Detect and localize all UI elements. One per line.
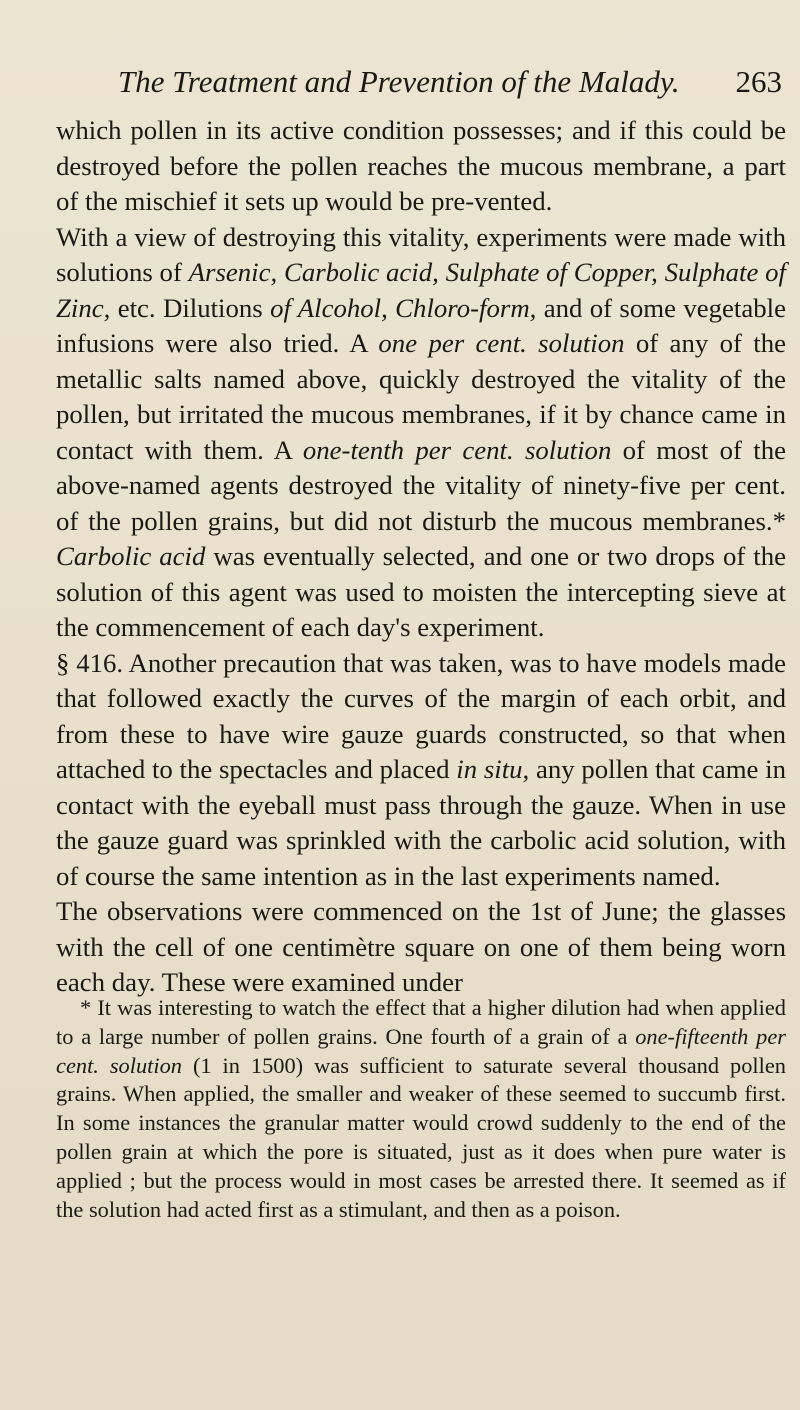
text-run: any pollen that came in contact with the eyeball must pass through the gauze. When in use the gauze guard was sprinkled with the carbolic acid solution, with of course the same intention as in the last experiments named. xyxy=(56,754,787,891)
text-run: * It was interesting to watch the effect that a higher dilution had when applied to a large number of pollen grains. One fourth of a grain of a xyxy=(56,995,786,1049)
body-text xyxy=(56,113,786,1001)
text-run: was eventually selected, and one or two drops of the solution of this agent was used to moisten the intercepting sieve at the commencement of each day's experiment. xyxy=(56,541,786,642)
text-run: (1 in 1500) was sufficient to saturate several thousand pollen grains. When applied, the smaller and weaker of these seemed to succumb first. In some instances the granular matter would crowd suddenly to the end of the pollen grain at which the pore is situated, just as it does when pure water is applied ; but the process would in most cases be arrested there. It seemed as if the solution had acted first as a stimulant, and then as a poison. xyxy=(56,1052,786,1222)
italic-text: Arsenic, Carbolic acid, Sulphate of Copper, Sulphate of Zinc, xyxy=(56,257,786,323)
text-run: which pollen in its active condition possesses; and if this could be destroyed before the pollen reaches the mucous membrane, a part of the mischief it sets up would be pre-vented. xyxy=(56,115,786,216)
paragraph-observations xyxy=(56,894,786,1001)
page-number: 263 xyxy=(735,64,782,99)
italic-text: in situ, xyxy=(456,754,530,784)
italic-text: of Alcohol, Chloro-form, xyxy=(270,292,537,323)
footnote xyxy=(56,994,786,1224)
italic-text: one per cent. solution xyxy=(378,328,625,358)
text-run: and of some vegetable infusions were also tried. A xyxy=(56,292,786,358)
text-run: of any of the metallic salts named above, quickly destroyed the vitality of the pollen, but irritated the mucous membranes, if it by chance came in contact with them. A xyxy=(56,328,786,465)
text-run: With a view of destroying this vitality, experiments were made with solutions of xyxy=(56,221,786,287)
running-title: The Treatment and Prevention of the Malady. xyxy=(118,64,680,99)
italic-text: one-tenth per cent. solution xyxy=(302,434,612,465)
paragraph-experiments xyxy=(56,220,786,646)
italic-text: Carbolic acid xyxy=(56,541,206,571)
running-head xyxy=(118,62,782,102)
text-run: § 416. Another precaution that was taken, was to have models made that followed exactly the curves of the margin of each orbit, and from these to have wire gauze guards constructed, so that when attached to the spectacles and placed xyxy=(56,647,786,784)
paragraph-section-416 xyxy=(56,646,786,895)
text-run: The observations were commenced on the 1st of June; the glasses with the cell of one centimètre square on one of them being worn each day. These were examined under xyxy=(56,896,786,997)
footnote-text xyxy=(56,994,786,1224)
paragraph-continuation xyxy=(56,113,786,220)
text-run: etc. Dilutions xyxy=(110,292,271,323)
italic-text: one-fifteenth per cent. solution xyxy=(56,1023,786,1078)
text-run: of most of the above-named agents destroyed the vitality of ninety-five per cent. of the pollen grains, but did not disturb the mucous membranes.* xyxy=(56,434,787,536)
